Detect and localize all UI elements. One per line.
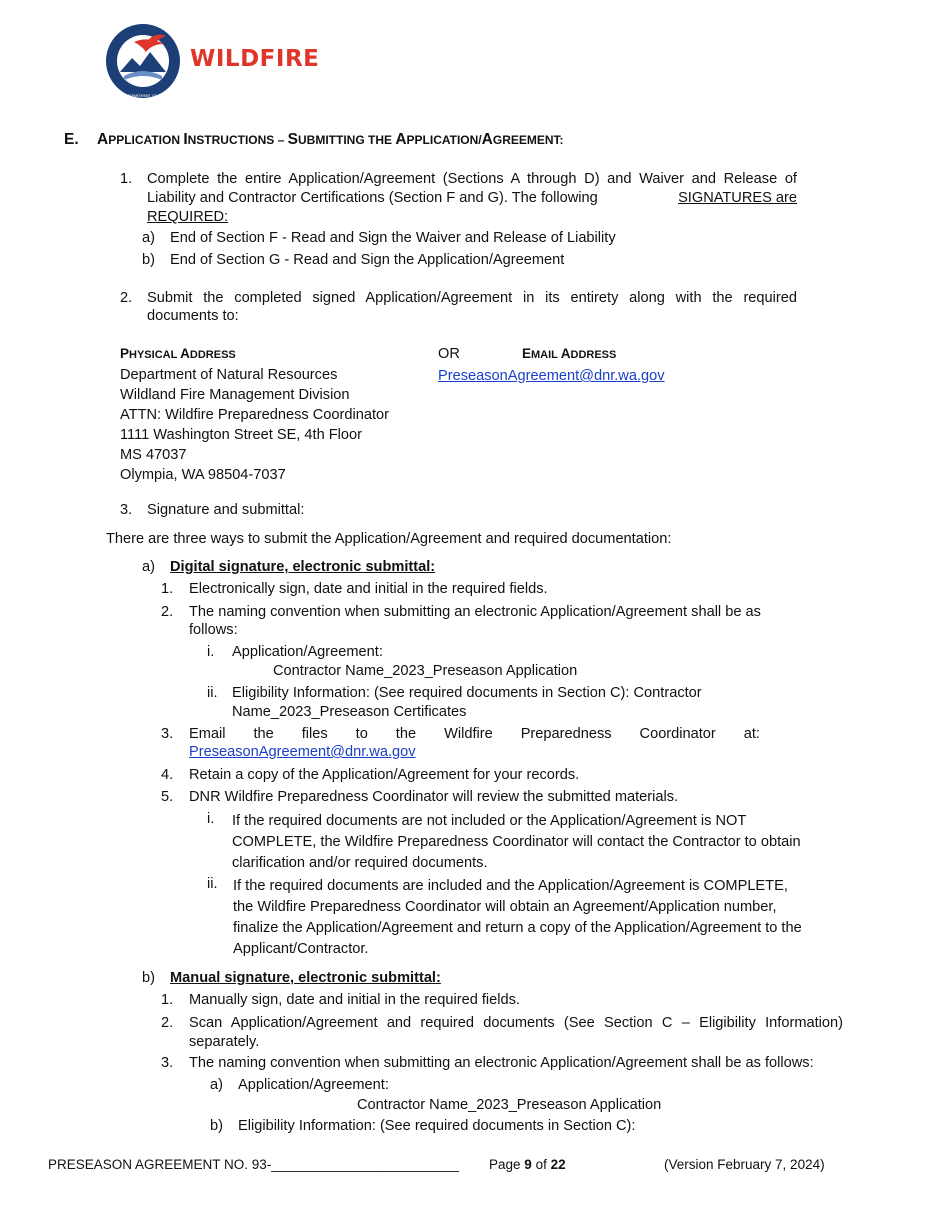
paragraph-line: COMPLETE, the Wildfire Preparedness Coordinator will contact the Contractor to obtain (232, 834, 801, 850)
item-1b-label: b) (142, 252, 155, 268)
dnr-seal-icon (88, 22, 198, 100)
option-b-step-2-line1: Scan Application/Agreement and required documents (See Section C – Eligibility Information) (189, 1015, 843, 1031)
or-label: OR (438, 346, 460, 362)
option-a-step-number: 4. (161, 767, 174, 783)
option-a-step-2-line1: The naming convention when submitting an electronic Application/Agreement shall be as (189, 604, 761, 620)
option-a-sub-i-line1: Application/Agreement: (232, 644, 383, 660)
paragraph-line: finalize the Application/Agreement and return a copy of the Application/Agreement to the (233, 920, 802, 936)
signatures-required-underlined: SIGNATURES are (678, 190, 797, 206)
option-a-email-link[interactable]: PreseasonAgreement@dnr.wa.gov (189, 744, 416, 760)
item-1-line2 (147, 190, 797, 206)
footer-version: (Version February 7, 2024) (664, 1157, 825, 1172)
option-b-step-2-line2: separately. (189, 1034, 260, 1050)
option-b-label: b) (142, 970, 155, 986)
physical-address-heading: PHYSICAL ADDRESS (120, 346, 236, 361)
paragraph-line: If the required documents are not included or the Application/Agreement is NOT (232, 813, 747, 829)
paragraph-line: If the required documents are included and the Application/Agreement is COMPLETE, (233, 878, 788, 894)
option-a-step5-sub-i (232, 811, 801, 874)
option-b-step-number: 1. (161, 992, 174, 1008)
item-1-number: 1. (120, 171, 133, 187)
option-b-sub-b-label: b) (210, 1118, 223, 1134)
required-underlined: REQUIRED: (147, 209, 229, 225)
option-a-step5-sub-i-label: i. (207, 811, 215, 827)
paragraph-line: the Wildfire Preparedness Coordinator will obtain an Agreement/Application number, (233, 899, 777, 915)
option-a-step5-sub-ii (233, 876, 802, 960)
address-line: ATTN: Wildfire Preparedness Coordinator (120, 407, 390, 423)
option-b-title: Manual signature, electronic submittal: (170, 970, 441, 986)
option-a-sub-ii-label: ii. (207, 685, 218, 701)
option-a-step-4: Retain a copy of the Application/Agreement for your records. (189, 767, 580, 783)
option-a-sub-i-label: i. (207, 644, 215, 660)
option-b-sub-b-line1: Eligibility Information: (See required documents in Section C): (238, 1118, 636, 1134)
option-b-sub-a-label: a) (210, 1077, 223, 1093)
item-1-line2-text: Liability and Contractor Certifications (Section F and G). The following (147, 190, 598, 206)
item-1a-text: End of Section F - Read and Sign the Waiver and Release of Liability (170, 230, 616, 246)
section-e-heading (64, 131, 564, 149)
option-a-step-1: Electronically sign, date and initial in the required fields. (189, 581, 548, 597)
option-a-sub-i-line2: Contractor Name_2023_Preseason Application (273, 663, 578, 679)
item-1a-label: a) (142, 230, 155, 246)
option-a-step-number: 5. (161, 789, 174, 805)
option-b-step-1: Manually sign, date and initial in the required fields. (189, 992, 520, 1008)
seal-ring-text: WASHINGTON STATE DEPARTMENT OF NATURAL RESOURCES (88, 94, 198, 98)
physical-address-block (120, 365, 389, 485)
option-a-step-number: 2. (161, 604, 174, 620)
item-1b-text: End of Section G - Read and Sign the Application/Agreement (170, 252, 565, 268)
option-a-sub-ii-line1: Eligibility Information: (See required documents in Section C): Contractor (232, 685, 702, 701)
item-2-line2: documents to: (147, 308, 239, 324)
item-2-line1: Submit the completed signed Application/Agreement in its entirety along with the required (147, 290, 797, 306)
footer-agreement-number: PRESEASON AGREEMENT NO. 93-_________________________ (48, 1157, 460, 1172)
option-b-sub-a-line1: Application/Agreement: (238, 1077, 389, 1093)
option-a-label: a) (142, 559, 155, 575)
address-line: MS 47037 (120, 447, 187, 463)
submission-intro: There are three ways to submit the Application/Agreement and required documentation: (106, 531, 672, 547)
option-b-step-number: 3. (161, 1055, 174, 1071)
paragraph-line: Applicant/Contractor. (233, 941, 369, 957)
email-link[interactable]: PreseasonAgreement@dnr.wa.gov (438, 368, 665, 384)
item-3-text: Signature and submittal: (147, 502, 305, 518)
option-a-step-number: 3. (161, 726, 174, 742)
option-a-step5-sub-ii-label: ii. (207, 876, 218, 892)
email-address-heading: EMAIL ADDRESS (522, 346, 617, 361)
option-a-step-number: 1. (161, 581, 174, 597)
logo-wordmark: WILDFIRE (190, 46, 320, 72)
paragraph-line: clarification and/or required documents. (232, 855, 488, 871)
address-line: Wildland Fire Management Division (120, 387, 350, 403)
address-line: 1111 Washington Street SE, 4th Floor (120, 427, 363, 443)
section-title: APPLICATION INSTRUCTIONS – SUBMITTING THE APPLICATION/AGREEMENT: (97, 131, 564, 148)
option-a-step-2-line2: follows: (189, 622, 238, 638)
option-a-sub-ii-line2: Name_2023_Preseason Certificates (232, 704, 467, 720)
address-line: Olympia, WA 98504-7037 (120, 467, 286, 483)
option-b-step-3: The naming convention when submitting an electronic Application/Agreement shall be as follows: (189, 1055, 814, 1071)
footer-page-number: Page 9 of 22 (489, 1157, 566, 1172)
item-1-line1: Complete the entire Application/Agreement (Sections A through D) and Waiver and Release of (147, 171, 797, 187)
item-3-number: 3. (120, 502, 133, 518)
option-a-title: Digital signature, electronic submittal: (170, 559, 436, 575)
dnr-wildfire-logo (88, 22, 324, 100)
section-letter: E. (64, 131, 79, 148)
address-line: Department of Natural Resources (120, 367, 338, 383)
option-a-step-5: DNR Wildfire Preparedness Coordinator will review the submitted materials. (189, 789, 679, 805)
option-a-step-3-line1: Email the files to the Wildfire Preparedness Coordinator at: (189, 726, 760, 742)
option-b-sub-a-line2: Contractor Name_2023_Preseason Application (357, 1097, 662, 1113)
option-b-step-number: 2. (161, 1015, 174, 1031)
item-2-number: 2. (120, 290, 133, 306)
